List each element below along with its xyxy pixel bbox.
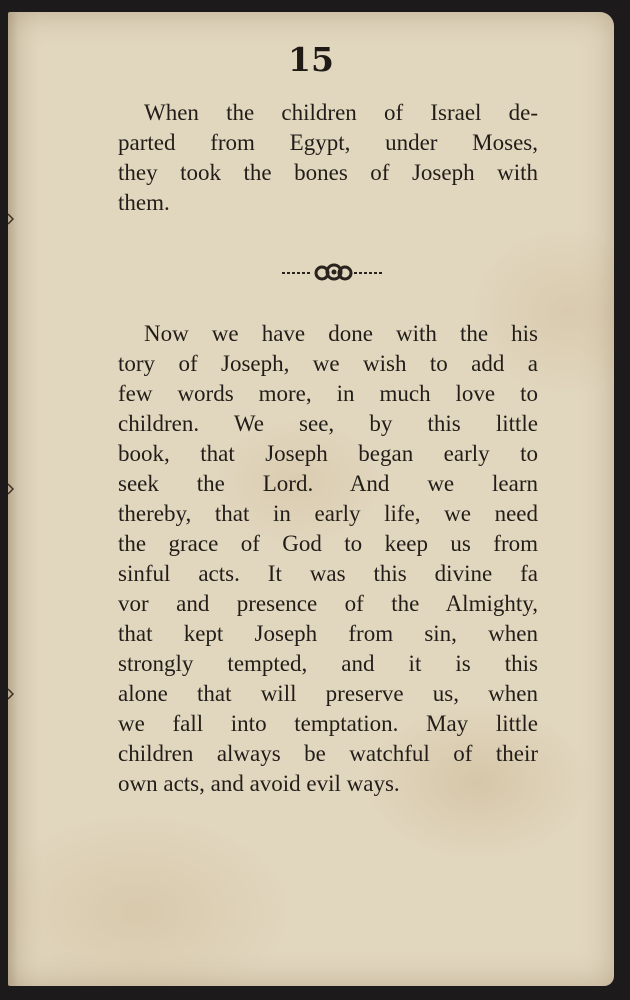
text-line: seek the Lord. And we learn <box>118 471 538 496</box>
binding-stitch-icon <box>8 212 14 226</box>
text-line: Now we have done with the his <box>144 321 538 346</box>
text-line: them. <box>118 190 170 215</box>
text-line: thereby, that in early life, we need <box>118 501 538 526</box>
text-line: parted from Egypt, under Moses, <box>118 130 538 155</box>
text-line: children always be watchful of their <box>118 741 538 766</box>
paragraph-conclusion <box>118 319 538 799</box>
text-line: sinful acts. It was this divine fa <box>118 561 538 586</box>
book-page <box>8 12 614 986</box>
text-line: they took the bones of Joseph with <box>118 160 538 185</box>
text-line: book, that Joseph began early to <box>118 441 538 466</box>
text-line: children. We see, by this little <box>118 411 538 436</box>
text-line: that kept Joseph from sin, when <box>118 621 538 646</box>
page-number: 15 <box>288 40 334 79</box>
text-line: alone that will preserve us, when <box>118 681 538 706</box>
paragraph-exodus <box>118 98 538 218</box>
text-line: own acts, and avoid evil ways. <box>118 771 400 796</box>
text-line: strongly tempted, and it is this <box>118 651 538 676</box>
text-line: few words more, in much love to <box>118 381 538 406</box>
text-line: the grace of God to keep us from <box>118 531 538 556</box>
text-line: we fall into temptation. May little <box>118 711 538 736</box>
text-line: When the children of Israel de- <box>144 100 538 125</box>
ornament-divider-icon <box>278 260 388 286</box>
binding-stitch-icon <box>8 482 14 496</box>
text-line: tory of Joseph, we wish to add a <box>118 351 538 376</box>
text-line: vor and presence of the Almighty, <box>118 591 538 616</box>
binding-stitch-icon <box>8 687 14 701</box>
